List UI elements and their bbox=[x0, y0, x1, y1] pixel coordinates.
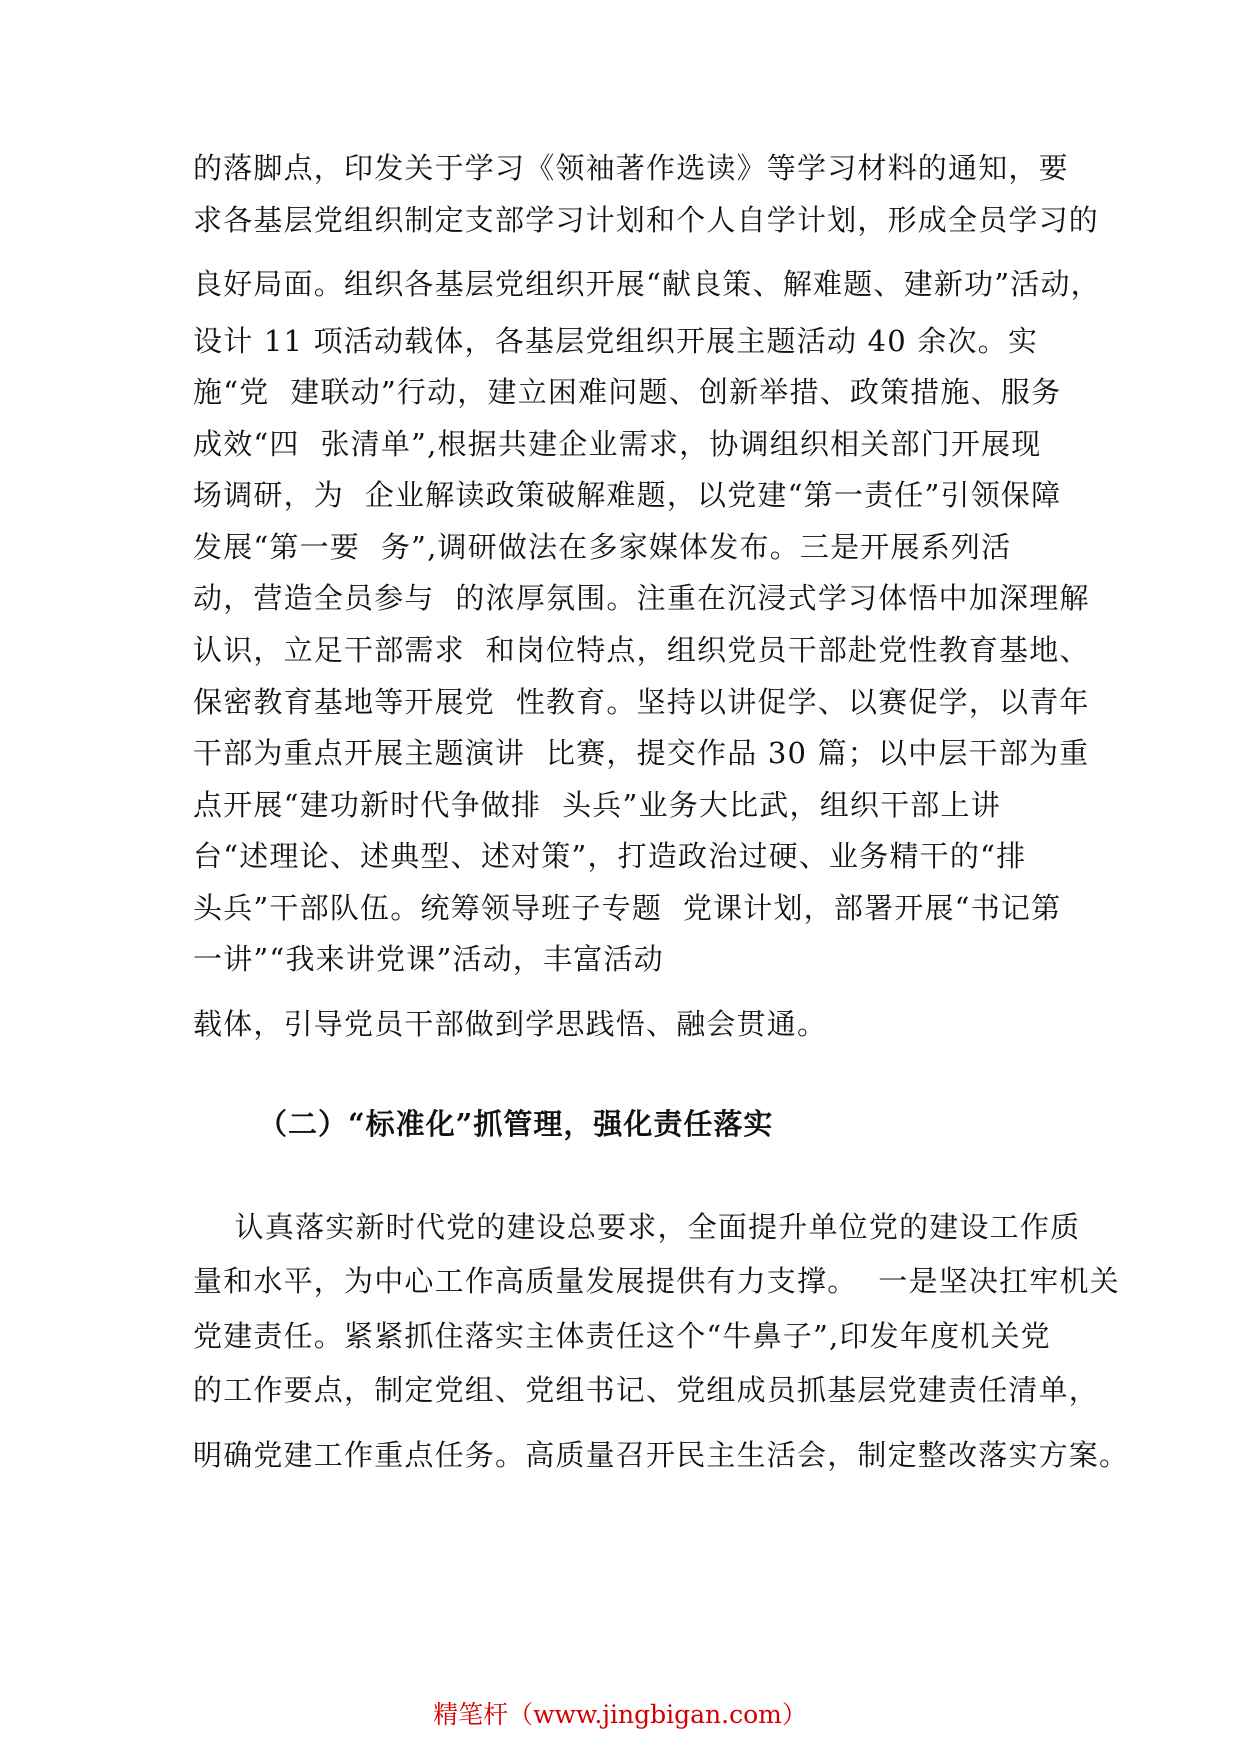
body-text-line: 成效“四 张清单”,根据共建企业需求，协调组织相关部门开展现 bbox=[193, 427, 1042, 461]
body-text-line: 良好局面。组织各基层党组织开展“献良策、解难题、建新功”活动， bbox=[193, 267, 1101, 301]
body-text-line: 干部为重点开展主题演讲 比赛，提交作品 30 篇；以中层干部为重 bbox=[193, 736, 1090, 770]
body-text-line: 台“述理论、述典型、述对策”，打造政治过硬、业务精干的“排 bbox=[193, 839, 1027, 873]
body-text-line: 求各基层党组织制定支部学习计划和个人自学计划，形成全员学习的 bbox=[193, 203, 1100, 237]
body-text-line: 载体，引导党员干部做到学思践悟、融会贯通。 bbox=[193, 1007, 828, 1041]
body-text-line: 的落脚点，印发关于学习《领袖著作选读》等学习材料的通知，要 bbox=[193, 151, 1069, 185]
body-text-line: 明确党建工作重点任务。高质量召开民主生活会，制定整改落实方案。 bbox=[193, 1438, 1130, 1472]
body-text-line: 头兵”干部队伍。统筹领导班子专题 党课计划，部署开展“书记第 bbox=[193, 891, 1062, 925]
body-text-line: 量和水平，为中心工作高质量发展提供有力支撑。 一是坚决扛牢机关 bbox=[193, 1264, 1120, 1298]
body-text-line: 认真落实新时代党的建设总要求，全面提升单位党的建设工作质 bbox=[193, 1210, 1081, 1244]
body-text-line: 党建责任。紧紧抓住落实主体责任这个“牛鼻子”,印发年度机关党 bbox=[193, 1319, 1051, 1353]
body-text-line: 施“党 建联动”行动，建立困难问题、创新举措、政策措施、服务 bbox=[193, 375, 1062, 409]
body-text-line: 点开展“建功新时代争做排 头兵”业务大比武，组织干部上讲 bbox=[193, 788, 1001, 822]
body-text-line: 认识，立足干部需求 和岗位特点，组织党员干部赴党性教育基地、 bbox=[193, 633, 1090, 667]
body-text-line: 设计 11 项活动载体，各基层党组织开展主题活动 40 余次。实 bbox=[193, 324, 1039, 358]
body-text-line: 发展“第一要 务”,调研做法在多家媒体发布。三是开展系列活 bbox=[193, 530, 1012, 564]
body-text-line: 的工作要点，制定党组、党组书记、党组成员抓基层党建责任清单， bbox=[193, 1373, 1100, 1407]
body-text-line: 动，营造全员参与 的浓厚氛围。注重在沉浸式学习体悟中加深理解 bbox=[193, 581, 1090, 615]
section-heading: （二）“标准化”抓管理，强化责任落实 bbox=[258, 1107, 774, 1141]
footer-watermark: 精笔杆（www.jingbigan.com） bbox=[433, 1700, 807, 1729]
body-text-line: 保密教育基地等开展党 性教育。坚持以讲促学、以赛促学，以青年 bbox=[193, 685, 1090, 719]
body-text-line: 场调研，为 企业解读政策破解难题，以党建“第一责任”引领保障 bbox=[193, 478, 1062, 512]
body-text-line: 一讲”“我来讲党课”活动，丰富活动 bbox=[193, 942, 664, 976]
